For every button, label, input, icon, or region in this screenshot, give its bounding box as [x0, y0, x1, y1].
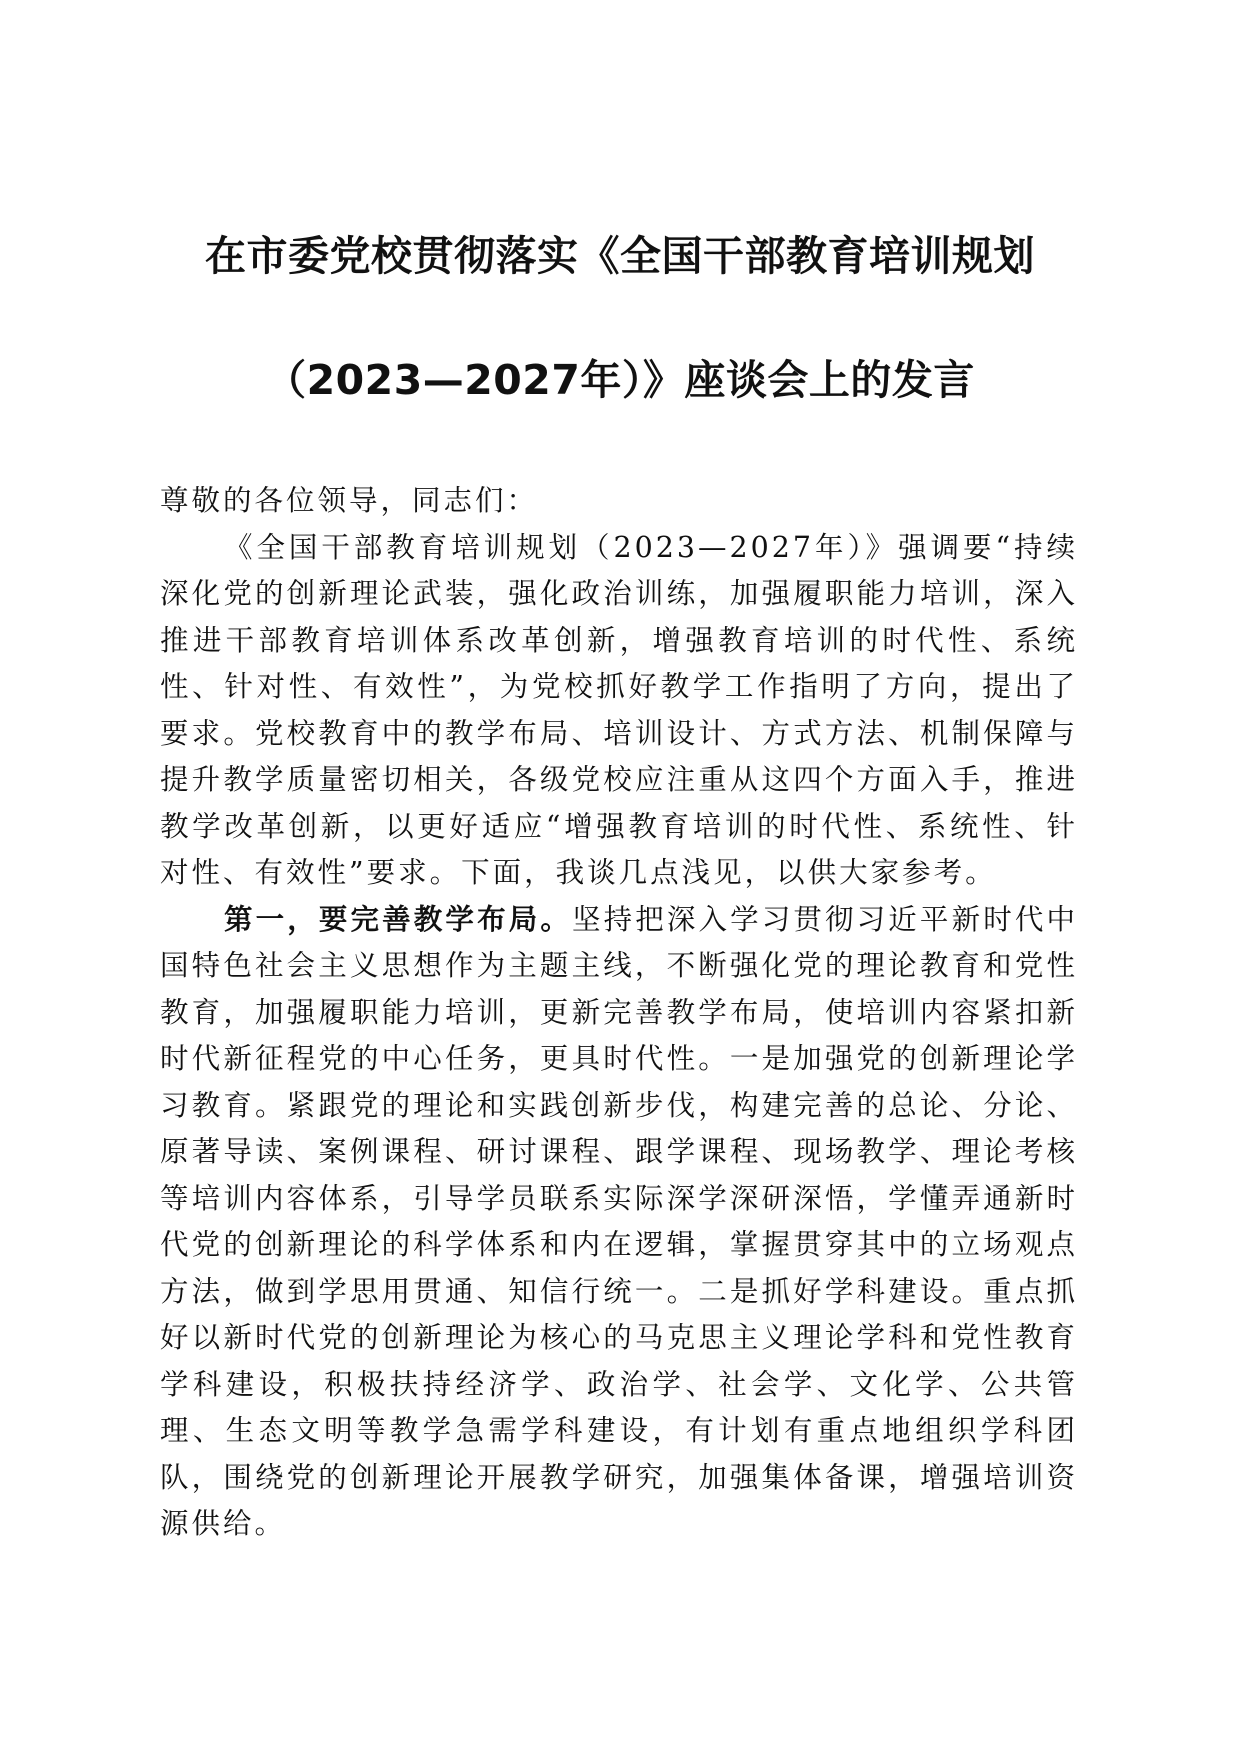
paragraph-intro: 《全国干部教育培训规划（2023—2027年）》强调要“持续深化党的创新理论武装，强化政治训练，加强履职能力培训，深入推进干部教育培训体系改革创新，增强教育培训的时代性、系统性、针对性、有效性”，为党校抓好教学工作指明了方向，提出了要求。党校教育中的教学布局、培训设计、方式方法、机制保障与提升教学质量密切相关，各级党校应注重从这四个方面入手，推进教学改革创新，以更好适应“增强教育培训的时代性、系统性、针对性、有效性”要求。下面，我谈几点浅见，以供大家参考。 — [160, 530, 1078, 889]
section1-heading: 第一，要完善教学布局。 — [224, 902, 572, 936]
document-title-line1: 在市委党校贯彻落实《全国干部教育培训规划 — [205, 232, 1035, 280]
document-body — [160, 478, 1078, 1548]
document-title-line2: （2023—2027年）》座谈会上的发言 — [265, 356, 975, 404]
salutation: 尊敬的各位领导，同志们： — [160, 484, 539, 517]
section1-body: 坚持把深入学习贯彻习近平新时代中国特色社会主义思想作为主题主线，不断强化党的理论教育和党性教育，加强履职能力培训，更新完善教学布局，使培训内容紧扣新时代新征程党的中心任务，更具时代性。一是加强党的创新理论学习教育。紧跟党的理论和实践创新步伐，构建完善的总论、分论、原著导读、案例课程、研讨课程、跟学课程、现场教学、理论考核等培训内容体系，引导学员联系实际深学深研深悟，学懂弄通新时代党的创新理论的科学体系和内在逻辑，掌握贯穿其中的立场观点方法，做到学思用贯通、知信行统一。二是抓好学科建设。重点抓好以新时代党的创新理论为核心的马克思主义理论学科和党性教育学科建设，积极扶持经济学、政治学、社会学、文化学、公共管理、生态文明等教学急需学科建设，有计划有重点地组织学科团队，围绕党的创新理论开展教学研究，加强集体备课，增强培训资源供给。 — [160, 902, 1078, 1540]
paragraph-section1 — [160, 897, 1078, 1548]
